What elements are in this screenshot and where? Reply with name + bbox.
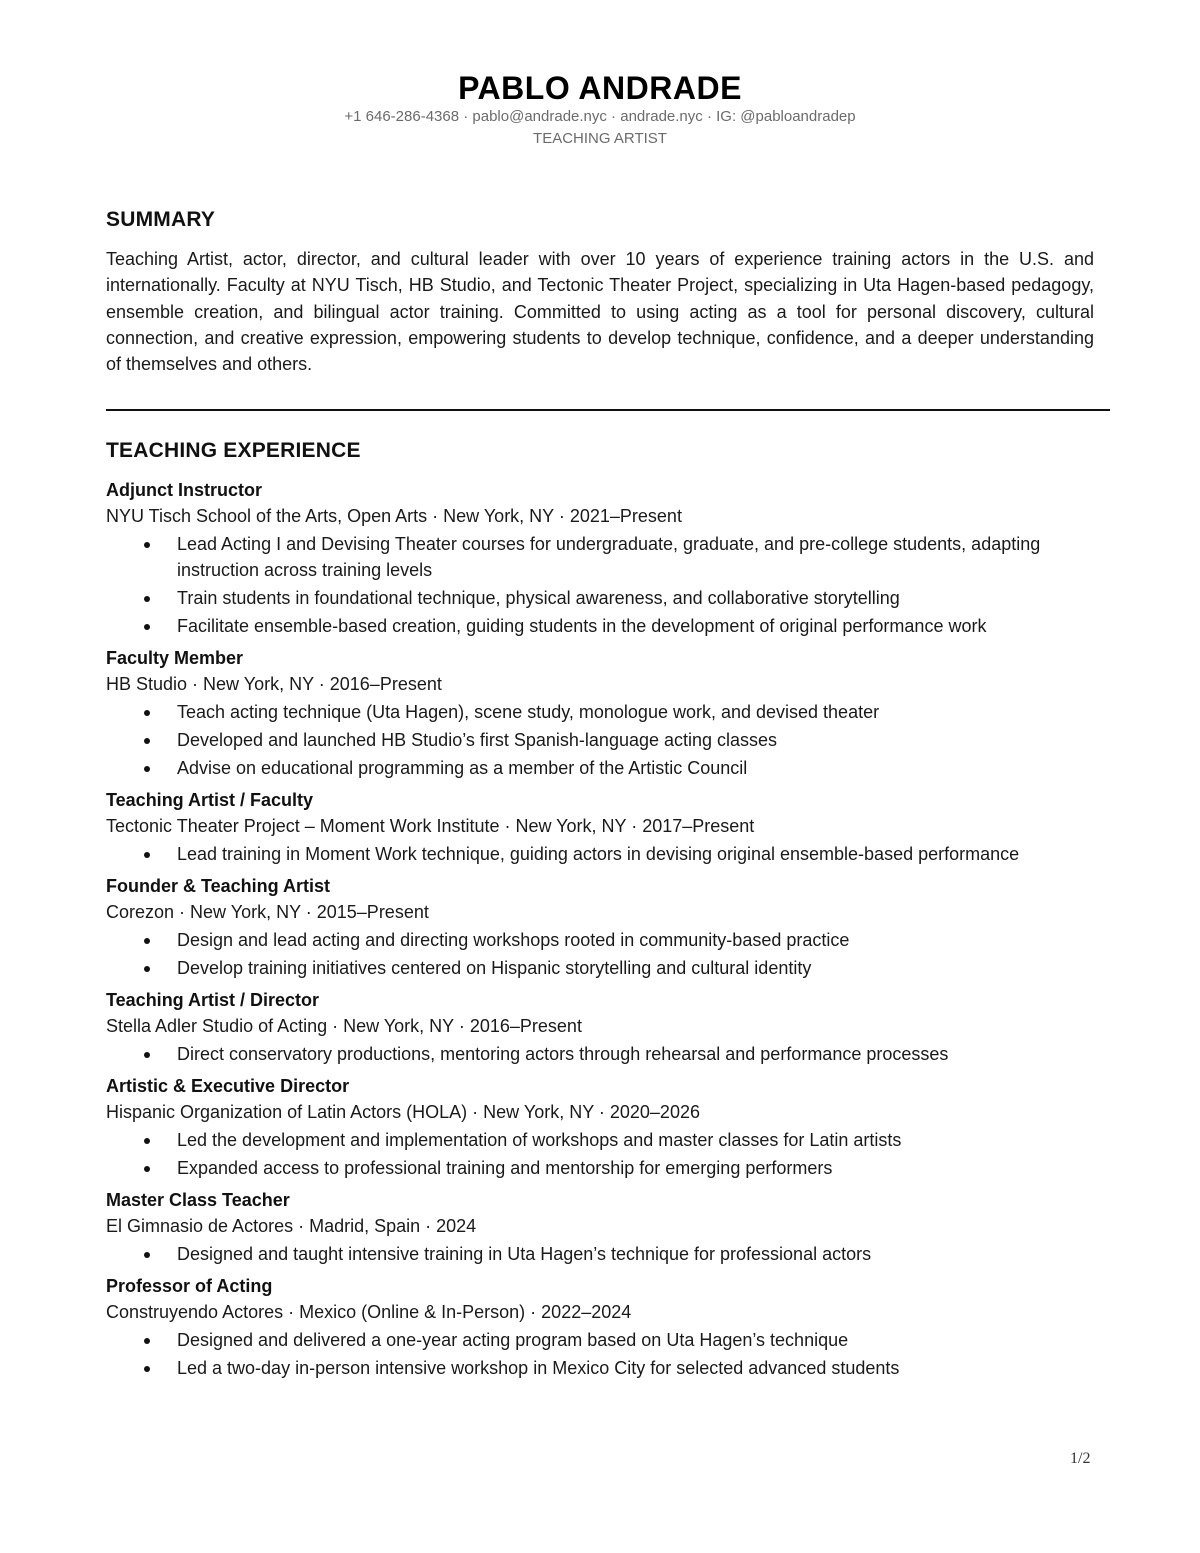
- bullet-dot-icon: [144, 766, 150, 772]
- job-bullet: [106, 585, 1094, 611]
- job-title: Artistic & Executive Director: [106, 1076, 350, 1097]
- bullet-dot-icon: [144, 1252, 150, 1258]
- bullet-dot-icon: [144, 1052, 150, 1058]
- job-entry: [106, 1073, 1094, 1181]
- job-organization-location-dates: Corezon · New York, NY · 2015–Present: [106, 902, 429, 923]
- job-organization-location-dates: NYU Tisch School of the Arts, Open Arts · New York, NY · 2021–Present: [106, 506, 682, 527]
- job-bullet: [106, 613, 1094, 639]
- job-bullet-list: [106, 699, 1094, 781]
- job-bullet: [106, 727, 1094, 753]
- job-bullet-text: Developed and launched HB Studio’s first Spanish-language acting classes: [177, 730, 778, 751]
- job-title: Teaching Artist / Director: [106, 990, 320, 1011]
- job-bullet-list: [106, 927, 1094, 981]
- candidate-name: PABLO ANDRADE: [458, 70, 742, 106]
- job-bullet: [106, 755, 1094, 781]
- job-list: [106, 477, 1094, 1381]
- job-bullet-text: Expanded access to professional training and mentorship for emerging performers: [177, 1158, 833, 1179]
- job-bullet: [106, 1355, 1094, 1381]
- job-title: Founder & Teaching Artist: [106, 876, 331, 897]
- job-bullet-text: Teach acting technique (Uta Hagen), scene study, monologue work, and devised theater: [177, 702, 880, 723]
- bullet-dot-icon: [144, 1338, 150, 1344]
- job-bullet: [106, 531, 1094, 583]
- job-bullet-text: Led a two-day in-person intensive workshop in Mexico City for selected advanced students: [177, 1358, 900, 1379]
- professional-tagline: TEACHING ARTIST: [533, 130, 667, 147]
- job-organization-location-dates: Tectonic Theater Project – Moment Work Institute · New York, NY · 2017–Present: [106, 816, 755, 837]
- job-bullet-list: [106, 1327, 1094, 1381]
- job-organization-location-dates: Stella Adler Studio of Acting · New York, NY · 2016–Present: [106, 1016, 582, 1037]
- bullet-dot-icon: [144, 542, 150, 548]
- contact-line: +1 646-286-4368 · pablo@andrade.nyc · andrade.nyc · IG: @pabloandradep: [344, 108, 856, 125]
- job-bullet-text: Advise on educational programming as a member of the Artistic Council: [177, 758, 748, 779]
- job-bullet-text: Designed and taught intensive training in Uta Hagen’s technique for professional actors: [177, 1244, 872, 1265]
- job-bullet-text: Train students in foundational technique, physical awareness, and collaborative storytelling: [177, 588, 900, 609]
- job-bullet: [106, 927, 1094, 953]
- bullet-dot-icon: [144, 852, 150, 858]
- job-bullet-text: Direct conservatory productions, mentoring actors through rehearsal and performance processes: [177, 1044, 949, 1065]
- job-bullet-list: [106, 1041, 1094, 1067]
- summary-section: [106, 208, 1094, 377]
- section-divider: [106, 409, 1110, 411]
- job-bullet-text: Led the development and implementation of workshops and master classes for Latin artists: [177, 1130, 902, 1151]
- job-organization-location-dates: Construyendo Actores · Mexico (Online & In-Person) · 2022–2024: [106, 1302, 632, 1323]
- job-bullet: [106, 1127, 1094, 1153]
- job-title: Faculty Member: [106, 648, 244, 669]
- experience-heading: TEACHING EXPERIENCE: [106, 439, 361, 463]
- bullet-dot-icon: [144, 1166, 150, 1172]
- job-entry: [106, 787, 1094, 867]
- job-organization-location-dates: El Gimnasio de Actores · Madrid, Spain · 2024: [106, 1216, 477, 1237]
- bullet-dot-icon: [144, 938, 150, 944]
- job-entry: [106, 645, 1094, 781]
- job-entry: [106, 1187, 1094, 1267]
- job-title: Adjunct Instructor: [106, 480, 262, 501]
- job-bullet-text: Lead training in Moment Work technique, guiding actors in devising original ensemble-based performance: [177, 844, 1020, 865]
- bullet-dot-icon: [144, 738, 150, 744]
- job-bullet-text: Develop training initiatives centered on Hispanic storytelling and cultural identity: [177, 958, 812, 979]
- bullet-dot-icon: [144, 624, 150, 630]
- job-bullet: [106, 1041, 1094, 1067]
- job-bullet-list: [106, 841, 1094, 867]
- job-bullet-text: Design and lead acting and directing workshops rooted in community-based practice: [177, 930, 850, 951]
- teaching-experience-section: [106, 439, 1094, 1381]
- job-bullet: [106, 699, 1094, 725]
- page-number: 1/2: [1070, 1450, 1091, 1467]
- job-bullet-list: [106, 1127, 1094, 1181]
- job-bullet-text: Lead Acting I and Devising Theater courses for undergraduate, graduate, and pre-college students, adapting instruction across training levels: [177, 534, 1041, 581]
- job-bullet: [106, 1155, 1094, 1181]
- bullet-dot-icon: [144, 1366, 150, 1372]
- job-title: Professor of Acting: [106, 1276, 273, 1297]
- job-title: Teaching Artist / Faculty: [106, 790, 314, 811]
- job-entry: [106, 873, 1094, 981]
- bullet-dot-icon: [144, 966, 150, 972]
- job-entry: [106, 477, 1094, 639]
- job-bullet: [106, 841, 1094, 867]
- job-entry: [106, 1273, 1094, 1381]
- job-bullet: [106, 955, 1094, 981]
- job-bullet-text: Designed and delivered a one-year acting program based on Uta Hagen’s technique: [177, 1330, 849, 1351]
- job-title: Master Class Teacher: [106, 1190, 290, 1211]
- summary-heading: SUMMARY: [106, 208, 216, 231]
- job-organization-location-dates: HB Studio · New York, NY · 2016–Present: [106, 674, 442, 695]
- job-bullet: [106, 1241, 1094, 1267]
- bullet-dot-icon: [144, 710, 150, 716]
- bullet-dot-icon: [144, 596, 150, 602]
- bullet-dot-icon: [144, 1138, 150, 1144]
- job-bullet-list: [106, 1241, 1094, 1267]
- summary-text: Teaching Artist, actor, director, and cultural leader with over 10 years of experience training actors in the U.S. and internationally. Faculty at NYU Tisch, HB Studio, and Tectonic Theater Project, specializing in Uta Hagen-based pedagogy, ensemble creation, and bilingual actor training. Committed to using acting as a tool for personal discovery, cultural connection, and creative expression, empowering students to develop technique, confidence, and a deeper understanding of themselves and others.: [106, 249, 1094, 375]
- job-entry: [106, 987, 1094, 1067]
- job-bullet-list: [106, 531, 1094, 639]
- resume-content: [106, 208, 1094, 1387]
- job-bullet-text: Facilitate ensemble-based creation, guiding students in the development of original performance work: [177, 616, 987, 637]
- job-organization-location-dates: Hispanic Organization of Latin Actors (HOLA) · New York, NY · 2020–2026: [106, 1102, 700, 1123]
- job-bullet: [106, 1327, 1094, 1353]
